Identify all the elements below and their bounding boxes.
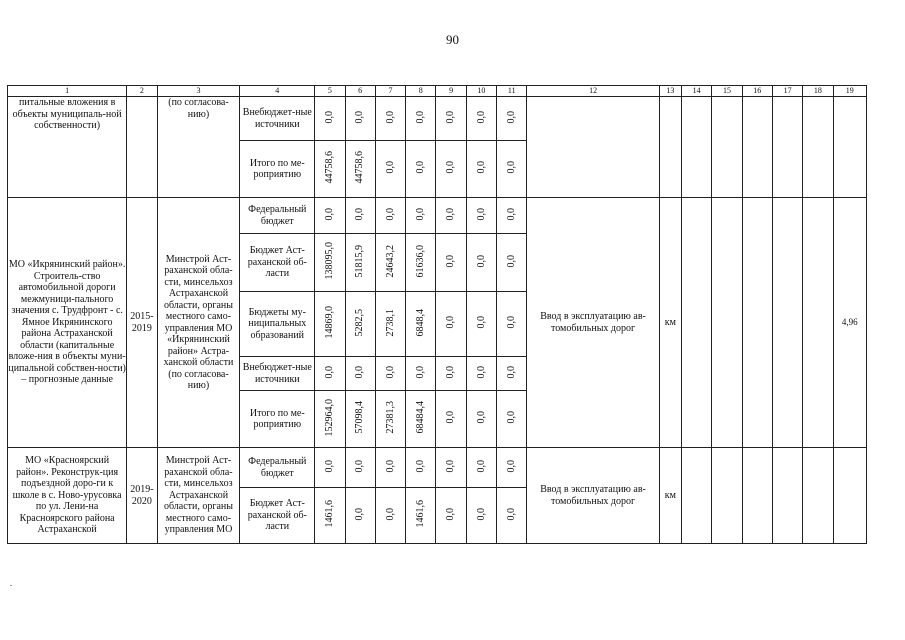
- empty-cell: [681, 448, 711, 544]
- page-number: 90: [446, 32, 459, 47]
- empty-cell: [712, 448, 742, 544]
- value-cell: 0,0: [436, 448, 466, 488]
- value-cell: 0,0: [497, 198, 527, 234]
- value-cell: 0,0: [436, 198, 466, 234]
- table-row: [8, 198, 867, 234]
- value-cell: 0,0: [436, 292, 466, 357]
- col-header: 15: [712, 86, 742, 97]
- value-cell: 44758,6: [315, 141, 345, 198]
- value-cell: 0,0: [497, 391, 527, 448]
- funding-source: Внебюджет-ные источники: [240, 357, 315, 391]
- value-cell: 0,0: [375, 198, 405, 234]
- empty-cell: [742, 448, 772, 544]
- empty-cell: [681, 198, 711, 448]
- col-header: 16: [742, 86, 772, 97]
- value-cell: 0,0: [466, 448, 496, 488]
- value-cell: 0,0: [466, 234, 496, 292]
- funding-source: Итого по ме-роприятию: [240, 141, 315, 198]
- executor-cell: Минстрой Аст-раханской обла-сти, минсельхоз Астраханской области, органы местного само-управления МО: [157, 448, 240, 544]
- period-cell: 2015-2019: [127, 198, 157, 448]
- funding-source: Бюджет Аст-раханской об-ласти: [240, 234, 315, 292]
- funding-source: Бюджеты му-ниципальных образований: [240, 292, 315, 357]
- result-cell: Ввод в эксплуатацию ав-томобильных дорог: [527, 198, 659, 448]
- value-cell: 0,0: [406, 198, 436, 234]
- value-cell: 14869,0: [315, 292, 345, 357]
- value-cell: 0,0: [466, 198, 496, 234]
- empty-cell: [742, 97, 772, 198]
- value-cell: 24643,2: [375, 234, 405, 292]
- empty-cell: [772, 198, 802, 448]
- value-cell: 44758,6: [345, 141, 375, 198]
- value-cell: 0,0: [315, 97, 345, 141]
- unit-cell: км: [659, 198, 681, 448]
- empty-cell: [833, 97, 866, 198]
- col-header: 9: [436, 86, 466, 97]
- value-cell: 68484,4: [406, 391, 436, 448]
- value-cell: 0,0: [375, 448, 405, 488]
- value-cell: 5282,5: [345, 292, 375, 357]
- object-cell: питальные вложения в объекты муниципаль-ной собственности): [8, 97, 127, 198]
- value-cell: 0,0: [497, 292, 527, 357]
- col-header: 13: [659, 86, 681, 97]
- value-cell: 0,0: [497, 448, 527, 488]
- value-cell: 0,0: [436, 141, 466, 198]
- col-header: 7: [375, 86, 405, 97]
- value-cell: 0,0: [497, 357, 527, 391]
- empty-cell: [681, 97, 711, 198]
- value-cell: 6848,4: [406, 292, 436, 357]
- period-cell: [127, 97, 157, 198]
- value-cell: 0,0: [345, 198, 375, 234]
- value-cell: 0,0: [497, 97, 527, 141]
- funding-source: Федеральный бюджет: [240, 448, 315, 488]
- col-header: 2: [127, 86, 157, 97]
- value-cell: 2738,1: [375, 292, 405, 357]
- value-cell: 61636,0: [406, 234, 436, 292]
- value-cell: 0,0: [436, 97, 466, 141]
- value-cell: 0,0: [345, 448, 375, 488]
- value-cell: 0,0: [406, 448, 436, 488]
- col-header: 3: [157, 86, 240, 97]
- empty-cell: [712, 97, 742, 198]
- empty-cell: [772, 448, 802, 544]
- value-cell: 1461,6: [406, 488, 436, 544]
- col-header: 1: [8, 86, 127, 97]
- col-header: 10: [466, 86, 496, 97]
- funding-source: Итого по ме-роприятию: [240, 391, 315, 448]
- value-cell: 0,0: [466, 292, 496, 357]
- col-header: 14: [681, 86, 711, 97]
- value-cell: 0,0: [315, 448, 345, 488]
- col-header: 6: [345, 86, 375, 97]
- value-cell: 57098,4: [345, 391, 375, 448]
- value-cell: 0,0: [497, 141, 527, 198]
- empty-cell: [742, 198, 772, 448]
- empty-cell: [712, 198, 742, 448]
- value-cell: 0,0: [466, 97, 496, 141]
- empty-cell: [803, 97, 833, 198]
- period-cell: 2019-2020: [127, 448, 157, 544]
- value-cell: 0,0: [406, 97, 436, 141]
- value-cell: 0,0: [466, 391, 496, 448]
- col-header: 5: [315, 86, 345, 97]
- value-cell: 0,0: [345, 357, 375, 391]
- object-cell: МО «Икрянинский район». Строитель-ство автомобильной дороги межмуници-пального значения с. Трудфронт - с. Ямное Икрянинского района Астраханской области (капитальные вложе-ния в объекты муни-ципальной собствен-ности) – прогнозные данные: [8, 198, 127, 448]
- value-cell: 0,0: [375, 141, 405, 198]
- value-cell: 0,0: [436, 488, 466, 544]
- col-header: 8: [406, 86, 436, 97]
- value-cell: 0,0: [315, 198, 345, 234]
- value-cell: 0,0: [436, 357, 466, 391]
- value-cell: 0,0: [497, 234, 527, 292]
- scan-mark: [10, 585, 12, 586]
- value-cell: 0,0: [345, 97, 375, 141]
- funding-source: Бюджет Аст-раханской об-ласти: [240, 488, 315, 544]
- empty-cell: [772, 97, 802, 198]
- value-cell: 0,0: [466, 141, 496, 198]
- value-cell: 27381,3: [375, 391, 405, 448]
- value-cell: 0,0: [406, 357, 436, 391]
- funding-source: Федеральный бюджет: [240, 198, 315, 234]
- table-row: [8, 97, 867, 141]
- col-header: 11: [497, 86, 527, 97]
- executor-cell: (по согласова-нию): [157, 97, 240, 198]
- col-header: 4: [240, 86, 315, 97]
- target-value-cell: 4,96: [833, 198, 866, 448]
- value-cell: 152964,0: [315, 391, 345, 448]
- value-cell: 0,0: [466, 357, 496, 391]
- col-header: 12: [527, 86, 659, 97]
- value-cell: 0,0: [406, 141, 436, 198]
- budget-table: [7, 85, 867, 544]
- value-cell: 0,0: [436, 391, 466, 448]
- value-cell: 138095,0: [315, 234, 345, 292]
- col-header: 19: [833, 86, 866, 97]
- result-cell: [527, 97, 659, 198]
- column-number-row: [8, 86, 867, 97]
- empty-cell: [803, 448, 833, 544]
- value-cell: 0,0: [375, 488, 405, 544]
- empty-cell: [803, 198, 833, 448]
- executor-cell: Минстрой Аст-раханской обла-сти, минсельхоз Астраханской области, органы местного само-управления МО «Икрянинский район» Астра-ханской области (по согласова-нию): [157, 198, 240, 448]
- unit-cell: км: [659, 448, 681, 544]
- value-cell: 0,0: [375, 357, 405, 391]
- value-cell: 0,0: [315, 357, 345, 391]
- value-cell: 0,0: [436, 234, 466, 292]
- object-cell: МО «Красноярский район». Реконструк-ция подъездной доро-ги к школе в с. Ново-урусовка по ул. Лени-на Красноярского района Астраханской: [8, 448, 127, 544]
- value-cell: 0,0: [375, 97, 405, 141]
- col-header: 18: [803, 86, 833, 97]
- unit-cell: [659, 97, 681, 198]
- funding-source: Внебюджет-ные источники: [240, 97, 315, 141]
- value-cell: 51815,9: [345, 234, 375, 292]
- value-cell: 0,0: [345, 488, 375, 544]
- empty-cell: [833, 448, 866, 544]
- result-cell: Ввод в эксплуатацию ав-томобильных дорог: [527, 448, 659, 544]
- value-cell: 1461,6: [315, 488, 345, 544]
- table-row: [8, 448, 867, 488]
- value-cell: 0,0: [497, 488, 527, 544]
- col-header: 17: [772, 86, 802, 97]
- value-cell: 0,0: [466, 488, 496, 544]
